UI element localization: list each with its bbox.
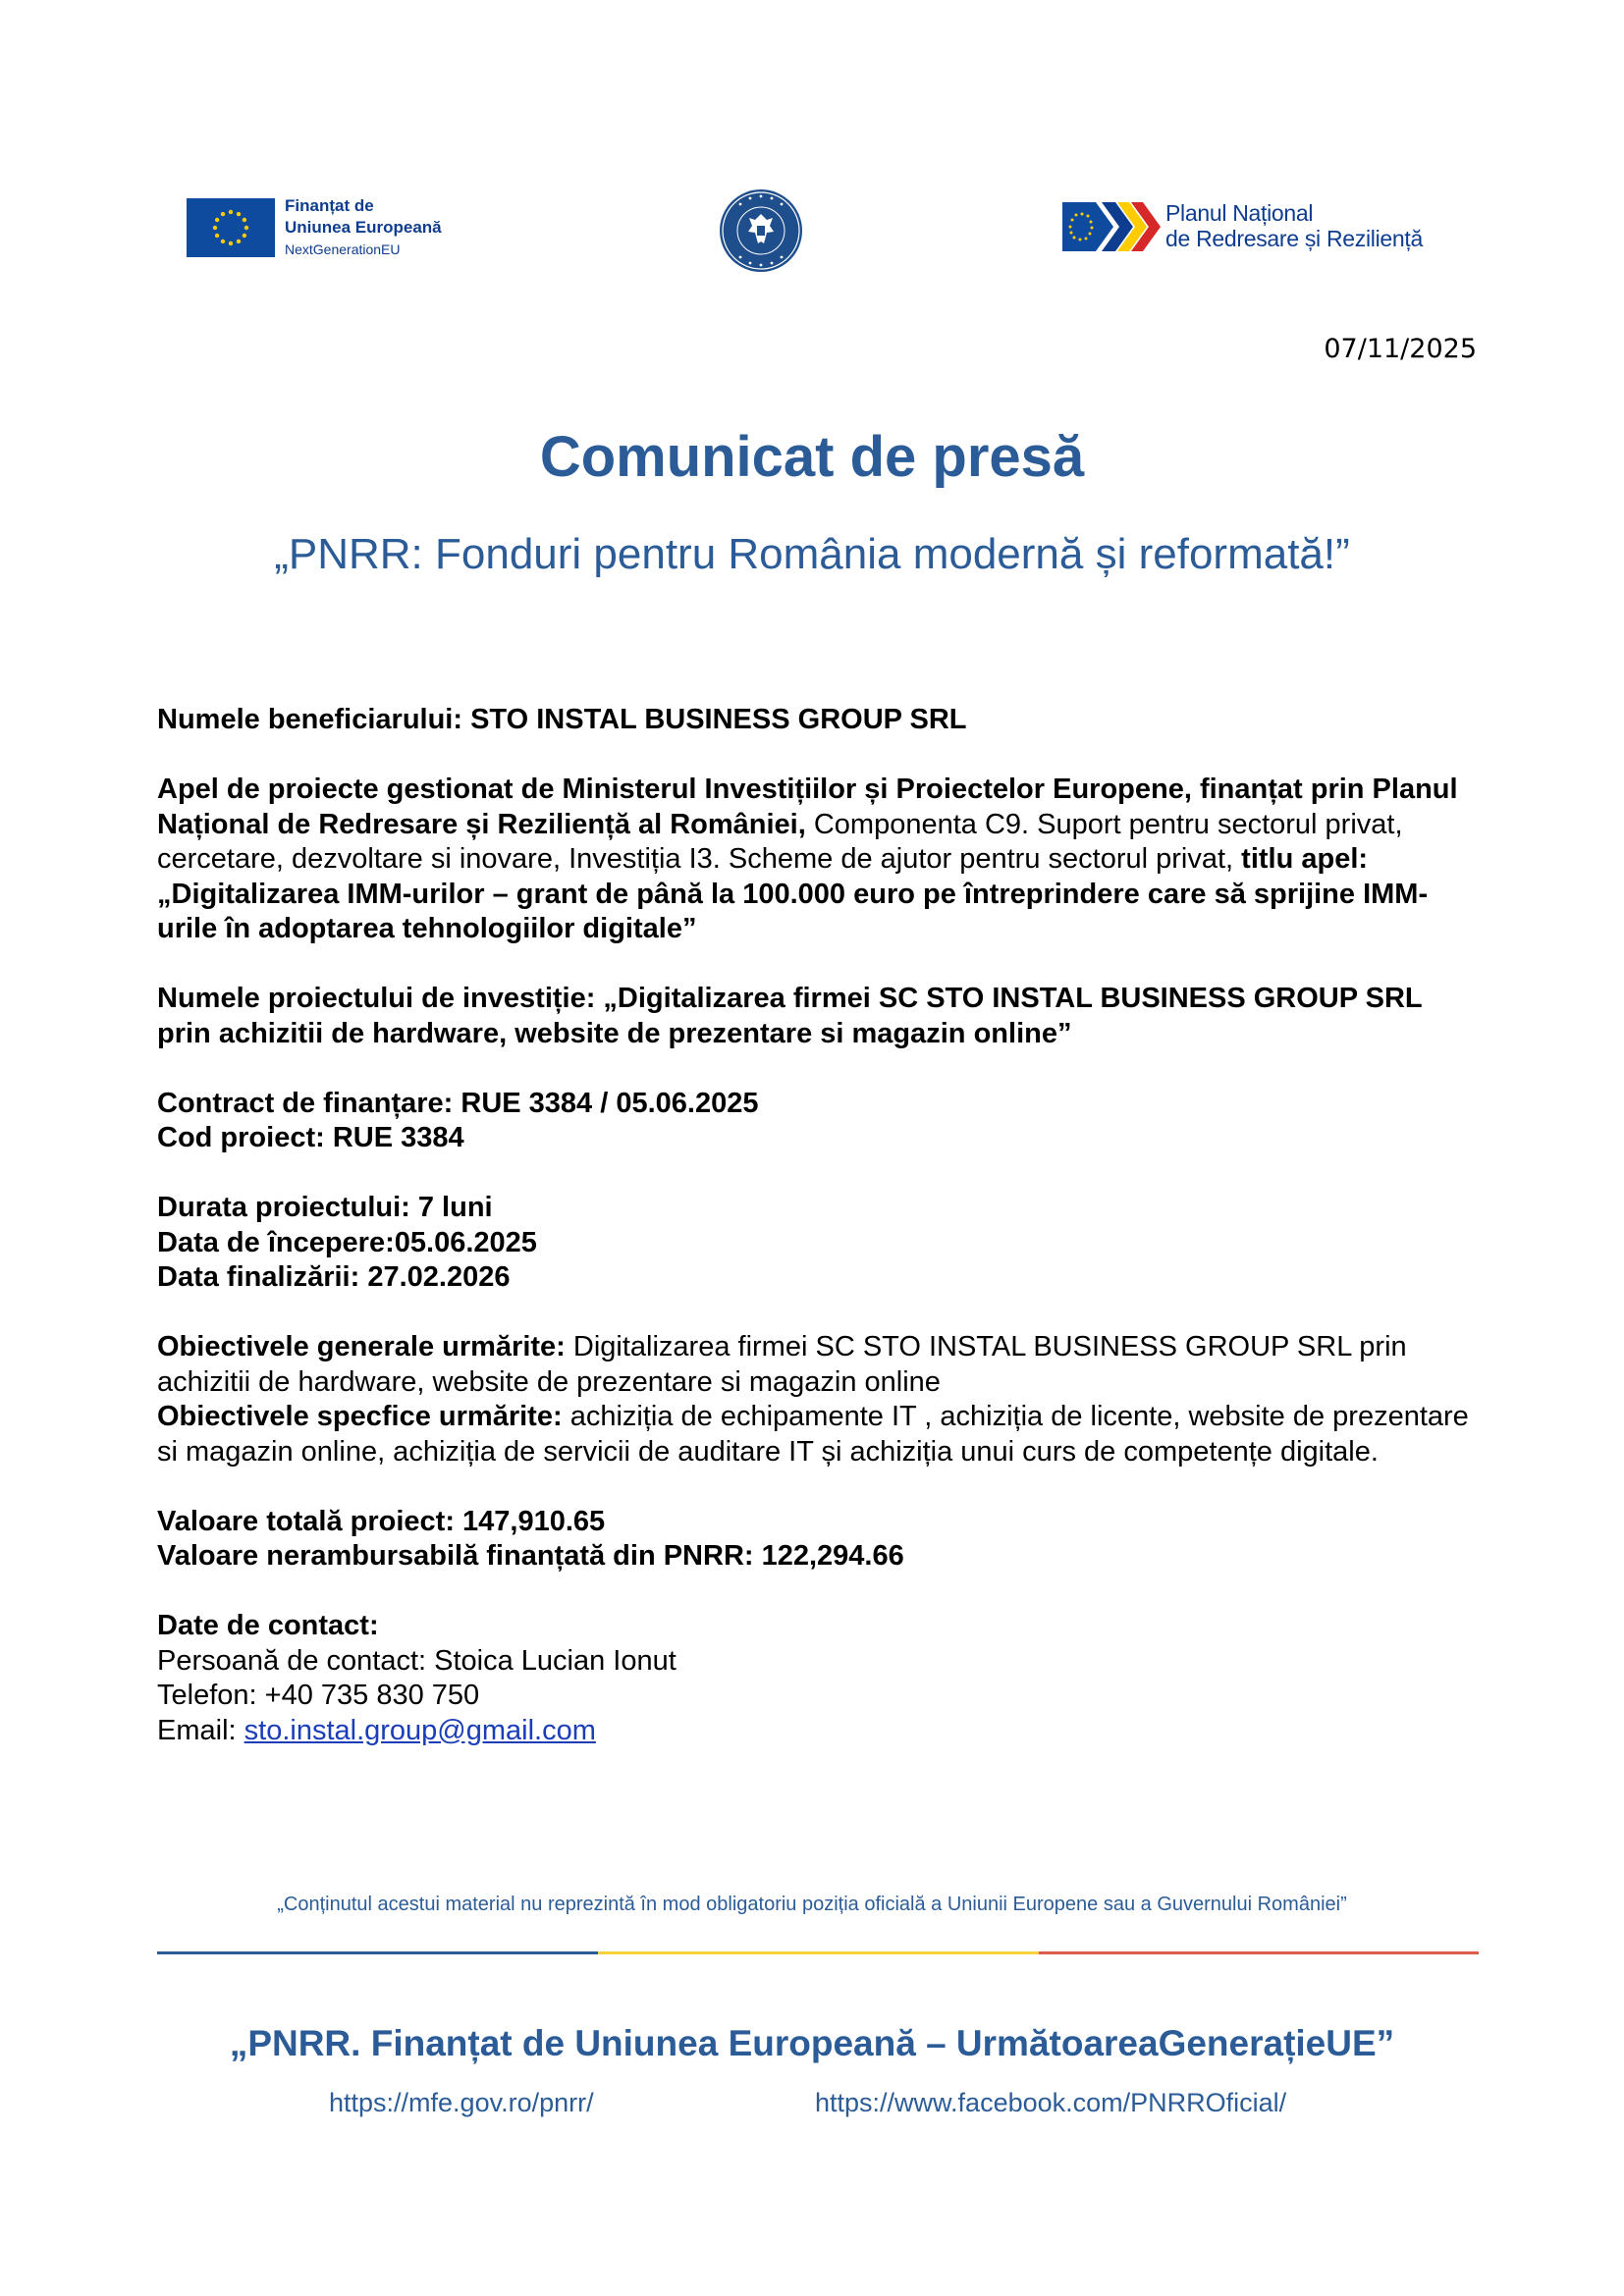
- eu-flag-icon: [187, 198, 275, 257]
- tricolor-divider: [157, 1951, 1479, 1954]
- beneficiary-value: STO INSTAL BUSINESS GROUP SRL: [470, 704, 967, 735]
- footer-facebook-link[interactable]: https://www.facebook.com/PNRROficial/: [815, 2088, 1287, 2117]
- beneficiary-label: Numele beneficiarului:: [157, 704, 471, 735]
- nonrefundable-value-line: Valoare nerambursabilă finanțată din PNRR: 122,294.66: [157, 1540, 904, 1572]
- government-seal-logo: [717, 187, 805, 275]
- eu-logo-line1: Finanțat de: [285, 196, 374, 215]
- disclaimer-text: „Conținutul acestui material nu reprezintă în mod obligatoriu poziția oficială a Uniunii Europene sau a Guvernului României”: [277, 1894, 1347, 1915]
- contact-email-link[interactable]: sto.instal.group@gmail.com: [244, 1714, 596, 1746]
- divider-yellow-segment: [598, 1951, 1039, 1954]
- general-objectives-text: Digitalizarea firmei SC STO INSTAL BUSINESS GROUP SRL prin achizitii de hardware, website de prezentare si magazin online: [157, 1331, 1407, 1398]
- call-title: titlu apel: „Digitalizarea IMM-urilor – grant de până la 100.000 euro pe întreprindere care să sprijine IMM-urile în adoptarea tehnologiilor digitale”: [157, 843, 1429, 944]
- pnrr-logo: [1062, 196, 1475, 265]
- call-intro: Apel de proiecte gestionat de Ministerul Investițiilor și Proiectelor Europene, finanțat prin Planul Național de Redresare și Reziliență al României,: [157, 774, 1458, 840]
- project-code-line: Cod proiect: RUE 3384: [157, 1122, 464, 1153]
- page-title: Comunicat de presă: [539, 425, 1085, 489]
- press-release-body: [157, 703, 1473, 1784]
- eu-funding-logo: [187, 191, 501, 260]
- general-objectives-label: Obiectivele generale urmărite:: [157, 1331, 566, 1362]
- eu-logo-line3: NextGenerationEU: [285, 241, 401, 257]
- duration-paragraph: [157, 1191, 1473, 1296]
- contract-paragraph: [157, 1087, 1473, 1156]
- specific-objectives-text: achiziția de echipamente IT , achiziția de licente, website de prezentare si magazin online, achiziția de servicii de auditare IT și achiziția unui curs de competențe digitale.: [157, 1401, 1469, 1468]
- contact-phone: Telefon: +40 735 830 750: [157, 1680, 480, 1711]
- call-details: Componenta C9. Suport pentru sectorul privat, cercetare, dezvoltare si inovare, Investiția I3. Scheme de ajutor pentru sectorul privat,: [157, 808, 1403, 875]
- start-date-line: Data de începere:05.06.2025: [157, 1226, 537, 1258]
- divider-blue-segment: [157, 1951, 598, 1954]
- duration-line: Durata proiectului: 7 luni: [157, 1192, 493, 1223]
- footer-slogan: „PNRR. Finanțat de Uniunea Europeană – UrmătoareaGenerațieUE”: [229, 2023, 1395, 2063]
- contact-person: Persoană de contact: Stoica Lucian Ionut: [157, 1644, 677, 1677]
- pnrr-arrows-icon: [1062, 200, 1161, 253]
- page-subtitle: „PNRR: Fonduri pentru România modernă și reformată!”: [274, 530, 1350, 578]
- government-seal-icon: [717, 187, 805, 275]
- footer-mfe-link[interactable]: https://mfe.gov.ro/pnrr/: [329, 2088, 594, 2117]
- values-paragraph: [157, 1505, 1473, 1575]
- divider-red-segment: [1039, 1951, 1479, 1954]
- pnrr-logo-line2: de Redresare și Reziliență: [1165, 226, 1423, 251]
- objectives-paragraph: [157, 1330, 1473, 1469]
- contract-line: Contract de finanțare: RUE 3384 / 05.06.2025: [157, 1087, 759, 1119]
- project-name-paragraph: Numele proiectului de investiție: „Digitalizarea firmei SC STO INSTAL BUSINESS GROUP SRL prin achizitii de hardware, website de prezentare si magazin online”: [157, 983, 1423, 1049]
- call-paragraph: [157, 773, 1473, 947]
- pnrr-logo-line1: Planul Național: [1165, 200, 1314, 226]
- document-date: 07/11/2025: [1324, 334, 1477, 364]
- eu-logo-line2: Uniunea Europeană: [285, 218, 442, 237]
- end-date-line: Data finalizării: 27.02.2026: [157, 1261, 511, 1293]
- contact-paragraph: [157, 1609, 1473, 1748]
- contact-heading: Date de contact:: [157, 1610, 379, 1641]
- total-value-line: Valoare totală proiect: 147,910.65: [157, 1505, 606, 1537]
- specific-objectives-label: Obiectivele specfice urmărite:: [157, 1401, 563, 1432]
- beneficiary-paragraph: [157, 703, 1473, 738]
- contact-email-label: Email:: [157, 1714, 244, 1746]
